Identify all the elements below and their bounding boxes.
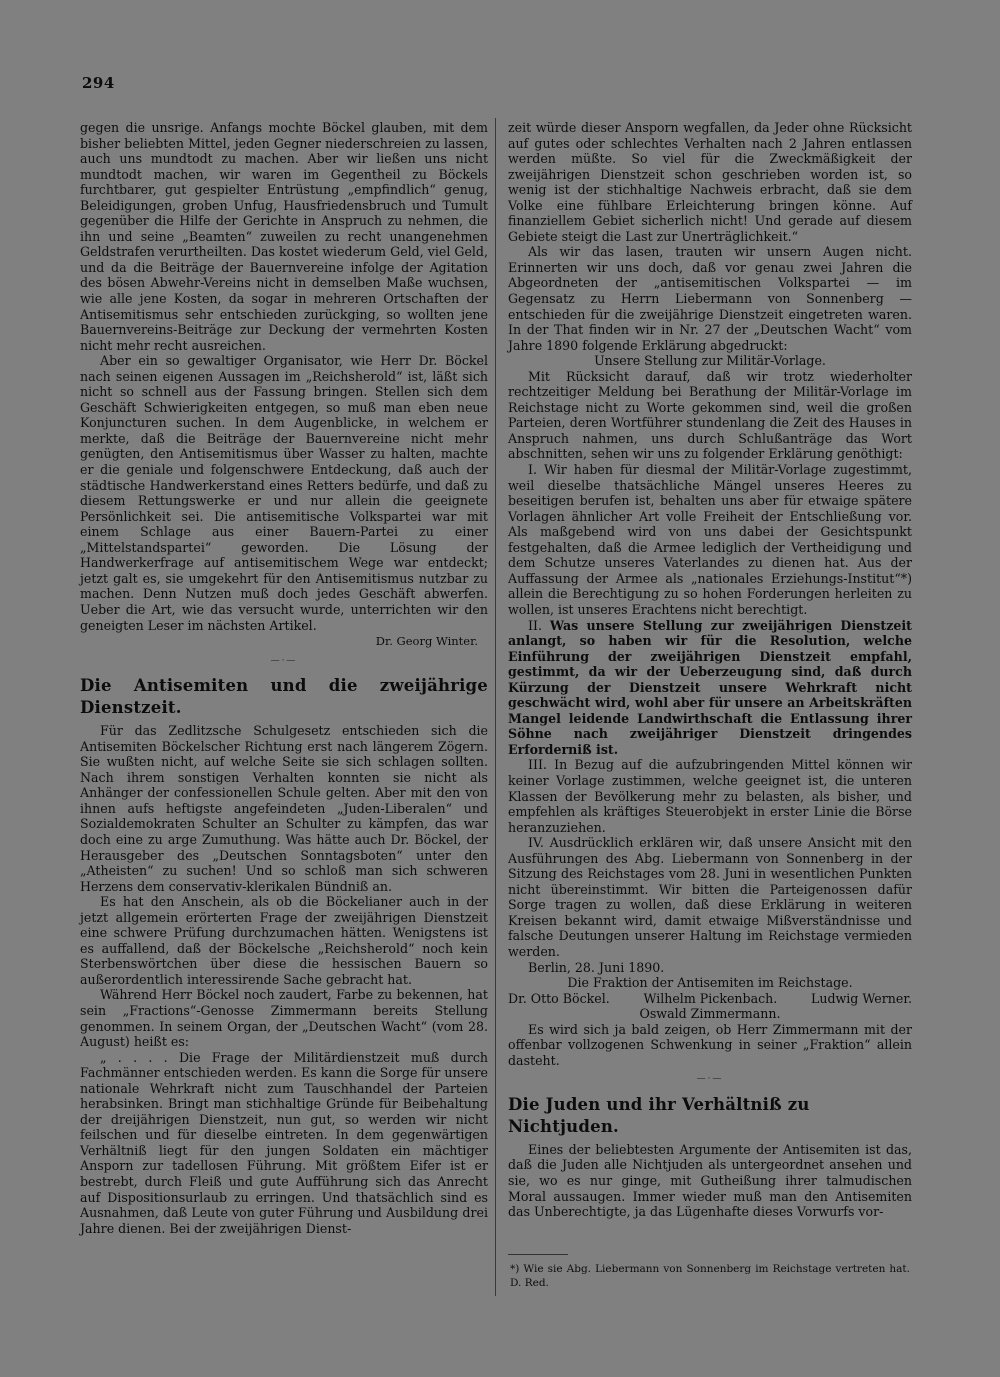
- paragraph: I. Wir haben für diesmal der Militär-Vorlage zugestimmt, weil dieselbe thatsächliche Mängel unseres Heeres zu beseitigen berufen ist, behalten uns aber für etwaige spätere Vorlagen ähnlicher Art volle Freiheit der Entschließung vor. Als maßgebend wird von uns dabei der Gesichtspunkt festgehalten, daß die Armee lediglich der Vertheidigung und dem Schutze unseres Vaterlandes zu dienen hat. Aus der Auffassung der Armee als „nationales Erziehungs-Institut“*) allein die Berechtigung zu so hohen Forderungen herleiten zu wollen, ist unseres Erachtens nicht berechtigt.: [508, 462, 912, 617]
- signatory: Dr. Otto Böckel.: [508, 990, 610, 1006]
- paragraph: Während Herr Böckel noch zaudert, Farbe zu bekennen, hat sein „Fractions“-Genosse Zimmermann bereits Stellung genommen. In seinem Organ, der „Deutschen Wacht“ (vom 28. August) heißt es:: [80, 987, 488, 1050]
- paragraph: Eines der beliebtesten Argumente der Antisemiten ist das, daß die Juden alle Nichtjuden als untergeordnet ansehen und sie, wo es nur ginge, mit Gutheißung ihrer talmudischen Moral aussaugen. Immer wieder muß man den Antisemiten das Unberechtigte, ja das Lügenhafte dieses Vorwurfs vor-: [508, 1141, 912, 1220]
- column-divider: [495, 118, 496, 1296]
- page-number: 294: [82, 74, 115, 92]
- signatory: Wilhelm Pickenbach.: [643, 990, 778, 1006]
- paragraph: [508, 618, 912, 758]
- place-date: Berlin, 28. Juni 1890.: [528, 959, 665, 975]
- paragraph: IV. Ausdrücklich erklären wir, daß unsere Ansicht mit den Ausführungen des Abg. Liebermann von Sonnenberg in der Sitzung des Reichstages vom 28. Juni in wesentlichen Punkten nicht übereinstimmt. Wir bitten die Parteigenossen dafür Sorge tragen zu wollen, daß diese Erklärung in weiteren Kreisen bekannt wird, damit etwaige Mißverständnisse und falsche Deutungen unserer Haltung im Reichstage vermieden werden.: [508, 835, 912, 959]
- article-heading: Die Antisemiten und die zweijährige Dienstzeit.: [80, 676, 488, 718]
- paragraph: Aber ein so gewaltiger Organisator, wie Herr Dr. Böckel nach seinen eigenen Aussagen im „Reichsherold“ ist, läßt sich nicht so schnell aus der Fassung bringen. Stellen sich dem Geschäft Schwierigkeiten entgegen, so muß man eben neue Konjuncturen suchen. In dem Augenblicke, in welchem er merkte, daß die Beiträge der Bauernvereine nicht mehr genügten, den Antisemitismus über Wasser zu halten, machte er die geniale und folgenschwere Entdeckung, daß auch der städtische Handwerkerstand eines Retters bedürfe, und daß zu diesem Rettungswerke er und nur allein die geeignete Persönlichkeit sei. Die antisemitische Volkspartei war mit einem Schlage aus einer Bauern-Partei zu einer „Mittelstandspartei“ geworden. Die Lösung der Handwerkerfrage auf antisemitischem Wege war entdeckt; jetzt galt es, sie umgekehrt für den Antisemitismus nutzbar zu machen. Denn Nutzen muß doch jedes Geschäft abwerfen. Ueber die Art, wie das versucht wurde, unterrichten wir den geneigten Leser im nächsten Artikel.: [80, 353, 488, 633]
- author-signature: Dr. Georg Winter.: [375, 634, 478, 649]
- paragraph: Für das Zedlitzsche Schulgesetz entschieden sich die Antisemiten Böckelscher Richtung erst nach längerem Zögern. Sie wußten nicht, auf welche Seite sie sich schlagen sollten. Nach ihrem sonstigen Verhalten konnten sie nicht als Anhänger der confessionellen Schule gelten. Aber mit den von ihnen aufs heftigste angefeindeten „Juden-Liberalen“ und Sozialdemokraten Schulter an Schulter zu kämpfen, das war doch eine zu arge Zumuthung. Was hätte auch Dr. Böckel, der Herausgeber des „Deutschen Sonntagsboten“ unter den „Atheisten“ zu suchen! Und so schloß man sich schweren Herzens dem conservativ-klerikalen Bündniß an.: [80, 723, 488, 894]
- section-separator: —·—: [270, 655, 298, 666]
- footnote: *) Wie sie Abg. Liebermann von Sonnenberg im Reichstage vertreten hat. D. Red.: [510, 1263, 910, 1289]
- signatory: Oswald Zimmermann.: [639, 1006, 781, 1022]
- quotation: zeit würde dieser Ansporn wegfallen, da Jeder ohne Rücksicht auf gutes oder schlechtes Verhalten nach 2 Jahren entlassen werden müßte. So viel für die Zweckmäßigkeit der zweijährigen Dienstzeit schon geschrieben worden ist, so wenig ist der stichhaltige Nachweis erbracht, daß sie dem Volke eine fühlbare Erleichterung bringen könne. Auf finanziellem Gebiet sicherlich nicht! Und gerade auf diesem Gebiete steigt die Last zur Unerträglichkeit.“: [508, 120, 912, 244]
- paragraph: III. In Bezug auf die aufzubringenden Mittel können wir keiner Vorlage zustimmen, welche geeignet ist, die unteren Klassen der Bevölkerung mehr zu belasten, als bisher, und empfehlen als kräftiges Steuerobjekt in erster Linie die Börse heranzuziehen.: [508, 757, 912, 835]
- quotation: „ . . . . Die Frage der Militärdienstzeit muß durch Fachmänner entschieden werden. Es kann die Sorge für unsere nationale Wehrkraft nicht zum Tauschhandel der Parteien herabsinken. Bringt man stichhaltige Gründe für Beibehaltung der dreijährigen Dienstzeit, nun gut, so werden wir nicht feilschen und für dieselbe eintreten. In dem gegenwärtigen Verhältniß liegt für den jungen Soldaten ein mächtiger Ansporn zur tadellosen Führung. Mit größtem Eifer ist er bestrebt, durch Fleiß und gute Aufführung sich das Anrecht auf Dispositionsurlaub zu erringen. Und thatsächlich sind es Ausnahmen, daß Leute von guter Führung und Ausbildung drei Jahre dienen. Bei der zweijährigen Dienst-: [80, 1049, 488, 1236]
- paragraph: Mit Rücksicht darauf, daß wir trotz wiederholter rechtzeitiger Meldung bei Berathung der Militär-Vorlage im Reichstage nicht zu Worte gekommen sind, weil die großen Parteien, deren Wortführer stundenlang die Zeit des Hauses in Anspruch nahmen, uns durch Schlußanträge das Wort abschnitten, sehen wir uns zu folgender Erklärung genöthigt:: [508, 368, 912, 462]
- section-separator: —·—: [696, 1074, 724, 1085]
- fraction-name: Die Fraktion der Antisemiten im Reichstage.: [567, 975, 853, 991]
- footnote-rule: [508, 1254, 568, 1255]
- paragraph: gegen die unsrige. Anfangs mochte Böckel glauben, mit dem bisher beliebten Mittel, jeden Gegner niederschreien zu lassen, auch uns mundtodt zu machen. Aber wir ließen uns nicht mundtodt machen, wir waren im Gegentheil zu Böckels furchtbarer, gut gespielter Entrüstung „empfindlich“ genug, Beleidigungen, groben Unfug, Hausfriedensbruch und Tumult gegenüber die Hilfe der Gerichte in Anspruch zu nehmen, die ihn und seine „Beamten“ zuweilen zu recht unangenehmen Geldstrafen verurtheilten. Das kostet wiederum Geld, viel Geld, und da die Beiträge der Bauernvereine infolge der Agitation des bösen Abwehr-Vereins nicht in demselben Maße wuchsen, wie alle jene Kosten, da sogar in mehreren Ortschaften der Antisemitismus sehr entschieden zurückging, so wollten jene Bauernvereins-Beiträge zur Deckung der vermehrten Kosten nicht mehr recht ausreichen.: [80, 120, 488, 353]
- left-column: [80, 120, 488, 1236]
- article-heading: Die Juden und ihr Verhältniß zu Nichtjuden.: [508, 1094, 810, 1136]
- paragraph: Als wir das lasen, trauten wir unsern Augen nicht. Erinnerten wir uns doch, daß vor genau zwei Jahren die Abgeordneten der „antisemitischen Volkspartei — im Gegensatz zu Herrn Liebermann von Sonnenberg — entschieden für die zweijährige Dienstzeit eingetreten waren. In der That finden wir in Nr. 27 der „Deutschen Wacht“ vom Jahre 1890 folgende Erklärung abgedruckt:: [508, 244, 912, 353]
- paragraph: Es wird sich ja bald zeigen, ob Herr Zimmermann mit der offenbar vollzogenen Schwenkung in seiner „Fraktion“ allein dasteht.: [508, 1021, 912, 1068]
- bold-passage: Was unsere Stellung zur zweijährigen Dienstzeit anlangt, so haben wir für die Resolution, welche Einführung der zweijährigen Dienstzeit empfahl, gestimmt, da wir der Ueberzeugung sind, daß durch Kürzung der Dienstzeit unsere Wehrkraft nicht geschwächt wird, wohl aber für unsere an Arbeitskräften Mangel leidende Landwirthschaft die Entlassung ihrer Söhne nach zweijähriger Dienstzeit dringendes Erforderniß ist.: [508, 617, 912, 757]
- signatory: Ludwig Werner.: [810, 990, 912, 1006]
- paragraph: Es hat den Anschein, als ob die Böckelianer auch in der jetzt allgemein erörterten Frage der zweijährigen Dienstzeit eine schwere Prüfung durchzumachen hätten. Wenigstens ist es auffallend, daß der Böckelsche „Reichsherold“ noch kein Sterbenswörtchen über diese die hessischen Bauern so außerordentlich interessirende Sache gebracht hat.: [80, 894, 488, 987]
- declaration-title: Unsere Stellung zur Militär-Vorlage.: [594, 353, 826, 369]
- right-column: [508, 120, 912, 1220]
- numeral: II.: [528, 617, 550, 633]
- signatories-row: [508, 991, 912, 1007]
